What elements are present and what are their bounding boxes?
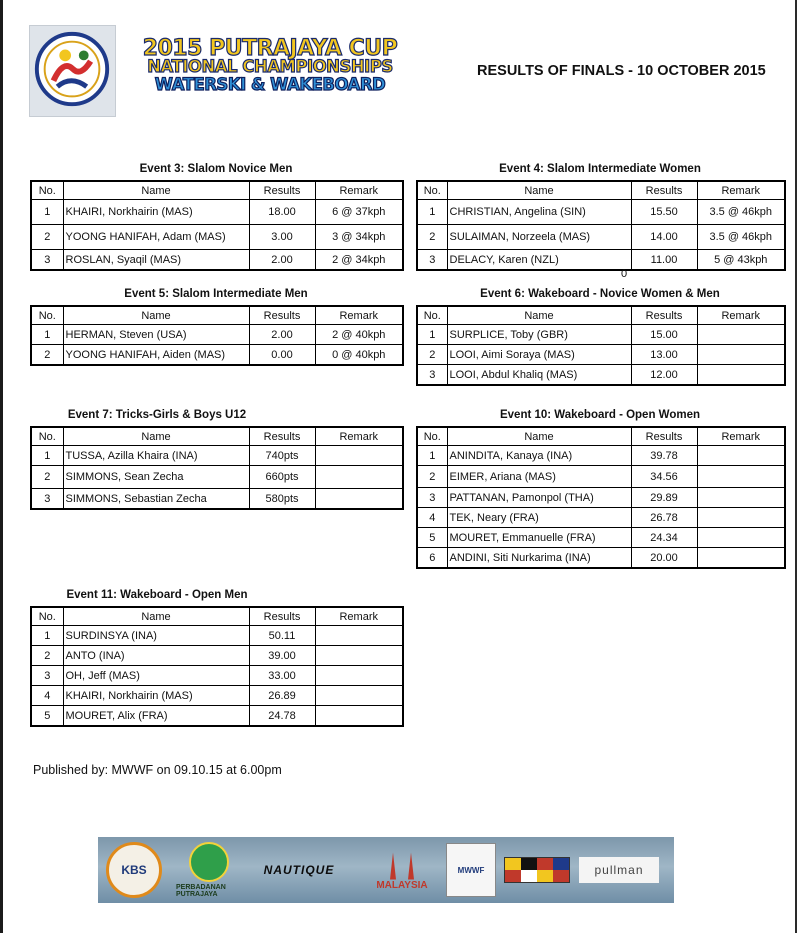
col-remark: Remark <box>697 306 785 325</box>
cell-remark <box>315 466 403 489</box>
cell-result: 34.56 <box>631 466 697 488</box>
flags-icon <box>504 857 570 883</box>
cell-name: ANDINI, Siti Nurkarima (INA) <box>447 548 631 569</box>
table-row <box>417 528 785 548</box>
col-name: Name <box>447 181 631 200</box>
kbs-emblem-icon: KBS <box>106 842 162 898</box>
col-name: Name <box>63 427 249 446</box>
championship-banner <box>131 36 409 100</box>
table-header-row <box>417 427 785 446</box>
cell-name: PATTANAN, Pamonpol (THA) <box>447 488 631 508</box>
table-row <box>31 466 403 489</box>
cell-name: YOONG HANIFAH, Aiden (MAS) <box>63 345 249 366</box>
event-3-table <box>30 180 404 271</box>
cell-remark <box>315 446 403 466</box>
cell-name: LOOI, Abdul Khaliq (MAS) <box>447 365 631 386</box>
cell-no: 1 <box>417 200 447 225</box>
cell-remark: 6 @ 37kph <box>315 200 403 225</box>
page-left-border <box>0 0 3 933</box>
cell-name: MOURET, Emmanuelle (FRA) <box>447 528 631 548</box>
col-results: Results <box>631 306 697 325</box>
cell-no: 1 <box>417 446 447 466</box>
cell-result: 740pts <box>249 446 315 466</box>
cell-name: ANTO (INA) <box>63 646 249 666</box>
table-row <box>417 345 785 365</box>
table-row <box>417 250 785 271</box>
table-row <box>417 508 785 528</box>
cell-result: 11.00 <box>631 250 697 271</box>
hari-sukan-negara-logo <box>29 25 116 117</box>
table-row <box>31 646 403 666</box>
cell-no: 3 <box>31 489 63 510</box>
banner-line-2: NATIONAL CHAMPIONSHIPS <box>147 57 393 76</box>
table-row <box>417 225 785 250</box>
cell-no: 2 <box>31 345 63 366</box>
cell-remark <box>315 706 403 727</box>
cell-no: 1 <box>31 200 63 225</box>
malaysia-label: MALAYSIA <box>376 879 428 891</box>
table-row <box>417 200 785 225</box>
table-row <box>31 666 403 686</box>
cell-name: HERMAN, Steven (USA) <box>63 325 249 345</box>
pullman-label: pullman <box>579 857 659 883</box>
table-header-row <box>31 607 403 626</box>
cell-result: 18.00 <box>249 200 315 225</box>
mwwf-logo <box>438 837 504 903</box>
cell-no: 1 <box>417 325 447 345</box>
table-header-row <box>417 181 785 200</box>
cell-remark <box>315 646 403 666</box>
col-name: Name <box>63 181 249 200</box>
cell-no: 2 <box>417 225 447 250</box>
col-no: No. <box>31 306 63 325</box>
cell-name: CHRISTIAN, Angelina (SIN) <box>447 200 631 225</box>
table-row <box>417 446 785 466</box>
cell-result: 2.00 <box>249 250 315 271</box>
cell-remark: 2 @ 34kph <box>315 250 403 271</box>
cell-name: TEK, Neary (FRA) <box>447 508 631 528</box>
cell-name: DELACY, Karen (NZL) <box>447 250 631 271</box>
cell-remark <box>697 325 785 345</box>
cell-name: SIMMONS, Sebastian Zecha <box>63 489 249 510</box>
cell-result: 24.78 <box>249 706 315 727</box>
table-row <box>417 548 785 569</box>
perbadanan-label: PERBADANAN PUTRAJAYA <box>176 884 226 898</box>
stray-zero-note: 0 <box>621 268 628 280</box>
cell-name: KHAIRI, Norkhairin (MAS) <box>63 686 249 706</box>
table-row <box>31 446 403 466</box>
col-no: No. <box>31 427 63 446</box>
cell-remark <box>697 345 785 365</box>
cell-no: 2 <box>31 225 63 250</box>
table-header-row <box>31 306 403 325</box>
col-results: Results <box>249 607 315 626</box>
cell-result: 3.00 <box>249 225 315 250</box>
table-row <box>31 225 403 250</box>
published-note: Published by: MWWF on 09.10.15 at 6.00pm <box>33 763 282 777</box>
col-results: Results <box>249 306 315 325</box>
seal-emblem-icon <box>30 26 115 116</box>
document-title: RESULTS OF FINALS - 10 OCTOBER 2015 <box>477 63 766 79</box>
sponsor-strip <box>98 837 674 903</box>
cell-no: 5 <box>417 528 447 548</box>
cell-result: 12.00 <box>631 365 697 386</box>
cell-no: 5 <box>31 706 63 727</box>
event-11-table <box>30 606 404 727</box>
event-7-title: Event 7: Tricks-Girls & Boys U12 <box>67 409 247 421</box>
event-3-title: Event 3: Slalom Novice Men <box>139 163 293 175</box>
cell-remark <box>697 488 785 508</box>
cell-result: 39.78 <box>631 446 697 466</box>
event-5-title: Event 5: Slalom Intermediate Men <box>124 288 308 300</box>
cell-no: 2 <box>417 466 447 488</box>
cell-no: 1 <box>31 446 63 466</box>
event-5-table <box>30 305 404 366</box>
col-results: Results <box>631 427 697 446</box>
col-no: No. <box>417 306 447 325</box>
mwwf-badge-icon: MWWF <box>446 843 496 897</box>
event-11-title: Event 11: Wakeboard - Open Men <box>66 589 248 601</box>
cell-no: 4 <box>417 508 447 528</box>
event-6-table <box>416 305 786 386</box>
col-no: No. <box>31 181 63 200</box>
event-10-table <box>416 426 786 569</box>
cell-remark <box>697 548 785 569</box>
cell-remark <box>315 666 403 686</box>
col-name: Name <box>447 427 631 446</box>
cell-result: 50.11 <box>249 626 315 646</box>
event-4-title: Event 4: Slalom Intermediate Women <box>499 163 701 175</box>
table-row <box>31 489 403 510</box>
cell-no: 2 <box>31 466 63 489</box>
cell-name: SIMMONS, Sean Zecha <box>63 466 249 489</box>
col-name: Name <box>63 607 249 626</box>
cell-result: 39.00 <box>249 646 315 666</box>
cell-remark <box>315 686 403 706</box>
event-6-title: Event 6: Wakeboard - Novice Women & Men <box>480 288 720 300</box>
cell-no: 3 <box>31 666 63 686</box>
cell-result: 13.00 <box>631 345 697 365</box>
banner-line-1: 2015 PUTRAJAYA CUP <box>142 36 398 61</box>
cell-remark <box>315 489 403 510</box>
cell-remark: 0 @ 40kph <box>315 345 403 366</box>
cell-no: 4 <box>31 686 63 706</box>
cell-name: EIMER, Ariana (MAS) <box>447 466 631 488</box>
cell-result: 20.00 <box>631 548 697 569</box>
cell-remark: 2 @ 40kph <box>315 325 403 345</box>
cell-remark: 3.5 @ 46kph <box>697 200 785 225</box>
cell-remark <box>697 528 785 548</box>
table-row <box>31 250 403 271</box>
event-10-title: Event 10: Wakeboard - Open Women <box>499 409 700 421</box>
cell-name: SURPLICE, Toby (GBR) <box>447 325 631 345</box>
cell-name: YOONG HANIFAH, Adam (MAS) <box>63 225 249 250</box>
cell-no: 1 <box>31 325 63 345</box>
col-remark: Remark <box>697 427 785 446</box>
cell-result: 660pts <box>249 466 315 489</box>
col-no: No. <box>417 427 447 446</box>
flags-logo <box>502 837 572 903</box>
table-row <box>417 325 785 345</box>
cell-result: 580pts <box>249 489 315 510</box>
cell-result: 0.00 <box>249 345 315 366</box>
cell-result: 2.00 <box>249 325 315 345</box>
col-name: Name <box>447 306 631 325</box>
pullman-logo <box>576 837 662 903</box>
table-row <box>31 626 403 646</box>
kbs-logo <box>104 837 164 903</box>
cell-name: LOOI, Aimi Soraya (MAS) <box>447 345 631 365</box>
table-row <box>31 345 403 366</box>
table-header-row <box>417 306 785 325</box>
col-results: Results <box>249 427 315 446</box>
cell-name: TUSSA, Azilla Khaira (INA) <box>63 446 249 466</box>
cell-no: 2 <box>31 646 63 666</box>
col-name: Name <box>63 306 249 325</box>
col-remark: Remark <box>315 181 403 200</box>
col-remark: Remark <box>315 306 403 325</box>
col-results: Results <box>631 181 697 200</box>
table-row <box>417 466 785 488</box>
cell-result: 29.89 <box>631 488 697 508</box>
cell-result: 26.89 <box>249 686 315 706</box>
cell-no: 6 <box>417 548 447 569</box>
cell-no: 3 <box>417 250 447 271</box>
table-row <box>417 365 785 386</box>
cell-result: 15.00 <box>631 325 697 345</box>
cell-no: 3 <box>31 250 63 271</box>
table-header-row <box>31 427 403 446</box>
table-row <box>31 325 403 345</box>
twin-towers-icon <box>387 850 417 880</box>
cell-name: ROSLAN, Syaqil (MAS) <box>63 250 249 271</box>
table-row <box>31 200 403 225</box>
cell-name: OH, Jeff (MAS) <box>63 666 249 686</box>
cell-remark <box>315 626 403 646</box>
cell-result: 26.78 <box>631 508 697 528</box>
cell-remark: 3 @ 34kph <box>315 225 403 250</box>
col-no: No. <box>31 607 63 626</box>
table-row <box>417 488 785 508</box>
cell-remark <box>697 508 785 528</box>
perbadanan-putrajaya-logo <box>176 837 242 903</box>
cell-result: 14.00 <box>631 225 697 250</box>
cell-remark <box>697 446 785 466</box>
cell-no: 1 <box>31 626 63 646</box>
table-row <box>31 686 403 706</box>
cell-name: SURDINSYA (INA) <box>63 626 249 646</box>
malaysia-convention-logo <box>360 837 444 903</box>
table-row <box>31 706 403 727</box>
putrajaya-emblem-icon <box>189 842 229 882</box>
cell-name: ANINDITA, Kanaya (INA) <box>447 446 631 466</box>
cell-result: 15.50 <box>631 200 697 225</box>
banner-line-3: WATERSKI & WAKEBOARD <box>154 75 386 94</box>
col-remark: Remark <box>697 181 785 200</box>
cell-name: MOURET, Alix (FRA) <box>63 706 249 727</box>
event-4-table <box>416 180 786 271</box>
cell-result: 24.34 <box>631 528 697 548</box>
col-no: No. <box>417 181 447 200</box>
nautique-logo: NAUTIQUE <box>263 863 335 877</box>
cell-name: SULAIMAN, Norzeela (MAS) <box>447 225 631 250</box>
cell-remark <box>697 466 785 488</box>
event-7-table <box>30 426 404 510</box>
cell-name: KHAIRI, Norkhairin (MAS) <box>63 200 249 225</box>
cell-no: 3 <box>417 365 447 386</box>
cell-remark: 5 @ 43kph <box>697 250 785 271</box>
col-remark: Remark <box>315 607 403 626</box>
col-remark: Remark <box>315 427 403 446</box>
cell-result: 33.00 <box>249 666 315 686</box>
cell-remark <box>697 365 785 386</box>
cell-remark: 3.5 @ 46kph <box>697 225 785 250</box>
col-results: Results <box>249 181 315 200</box>
cell-no: 3 <box>417 488 447 508</box>
cell-no: 2 <box>417 345 447 365</box>
table-header-row <box>31 181 403 200</box>
